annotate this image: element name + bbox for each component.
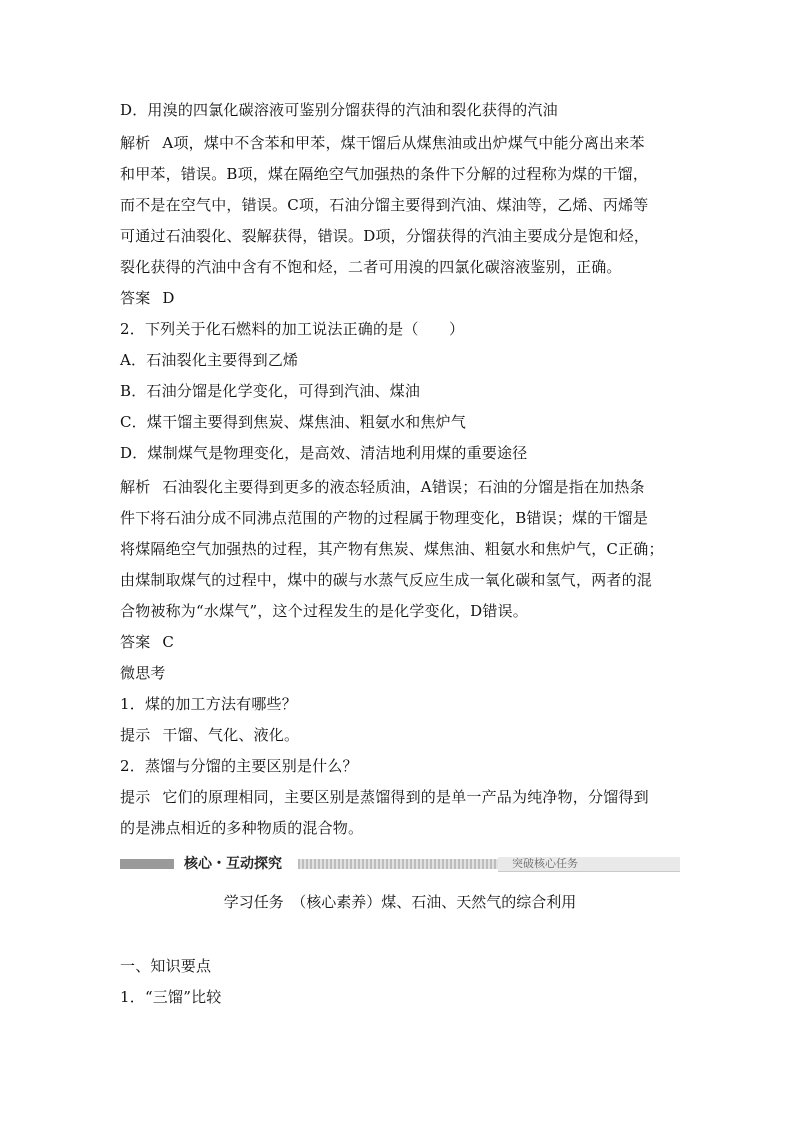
option-c: C．煤干馏主要得到焦炭、煤焦油、粗氨水和焦炉气 xyxy=(120,413,467,431)
banner-left-bar xyxy=(120,859,174,869)
section-banner xyxy=(120,855,680,873)
analysis2-line-5: 合物被称为“水煤气”，这个过程发生的是化学变化，D错误。 xyxy=(120,602,528,620)
answer-label: 答案 xyxy=(120,633,151,651)
analysis-line-5: 裂化获得的汽油中含有不饱和烃，二者可用溴的四氯化碳溶液鉴别，正确。 xyxy=(120,258,622,276)
analysis-label: 解析 xyxy=(120,478,151,496)
analysis-line-2: 和甲苯，错误。B项，煤在隔绝空气加强热的条件下分解的过程称为煤的干馏， xyxy=(120,165,649,183)
section-item-1: 1．“三馏”比较 xyxy=(120,988,222,1006)
analysis2-line-1: 解析 石油裂化主要得到更多的液态轻质油，A错误；石油的分馏是指在加热条 xyxy=(120,478,645,496)
hint-label: 提示 xyxy=(120,788,151,806)
option-a: A．石油裂化主要得到乙烯 xyxy=(120,351,299,369)
micro-think-heading: 微思考 xyxy=(120,664,166,682)
analysis2-line-3: 将煤隔绝空气加强热的过程，其产物有焦炭、煤焦油、粗氨水和焦炉气，C正确； xyxy=(120,540,664,558)
hint-label: 提示 xyxy=(120,726,151,744)
answer-label: 答案 xyxy=(120,289,151,307)
analysis-line-3: 而不是在空气中，错误。C项，石油分馏主要得到汽油、煤油等，乙烯、丙烯等 xyxy=(120,196,649,214)
analysis-line-1: 解析 A项，煤中不含苯和甲苯，煤干馏后从煤焦油或出炉煤气中能分离出来苯 xyxy=(120,134,645,152)
option-b: B．石油分馏是化学变化，可得到汽油、煤油 xyxy=(120,382,421,400)
answer-line: 答案 C xyxy=(120,633,175,651)
answer-line: 答案 D xyxy=(120,289,175,307)
banner-middle-bar xyxy=(298,859,498,869)
micro-question-2: 2．蒸馏与分馏的主要区别是什么？ xyxy=(120,757,358,775)
analysis-line-4: 可通过石油裂化、裂解获得，错误。D项，分馏获得的汽油主要成分是饱和烃， xyxy=(120,227,650,245)
question-2: 2．下列关于化石燃料的加工说法正确的是（ ） xyxy=(120,320,465,338)
analysis2-line-2: 件下将石油分成不同沸点范围的产物的过程属于物理变化，B错误；煤的干馏是 xyxy=(120,509,649,527)
hint-line-1: 提示 干馏、气化、液化。 xyxy=(120,726,300,744)
hint-line-3: 的是沸点相近的多种物质的混合物。 xyxy=(120,819,364,837)
analysis2-line-4: 由煤制取煤气的过程中，煤中的碳与水蒸气反应生成一氧化碳和氢气，两者的混 xyxy=(120,571,653,589)
option-d: D．煤制煤气是物理变化，是高效、清洁地利用煤的重要途径 xyxy=(120,444,528,462)
section-heading: 一、知识要点 xyxy=(120,957,212,975)
micro-question-1: 1．煤的加工方法有哪些？ xyxy=(120,695,297,713)
analysis-label: 解析 xyxy=(120,134,151,152)
option-d-line: D．用溴的四氯化碳溶液可鉴别分馏获得的汽油和裂化获得的汽油 xyxy=(120,101,558,119)
task-title: 学习任务 （核心素养）煤、石油、天然气的综合利用 xyxy=(223,893,577,911)
banner-title: 核心・互动探究 xyxy=(176,855,290,873)
hint-line-2: 提示 它们的原理相同，主要区别是蒸馏得到的是单一产品为纯净物，分馏得到 xyxy=(120,788,649,806)
banner-subtitle: 突破核心任务 xyxy=(512,857,578,870)
